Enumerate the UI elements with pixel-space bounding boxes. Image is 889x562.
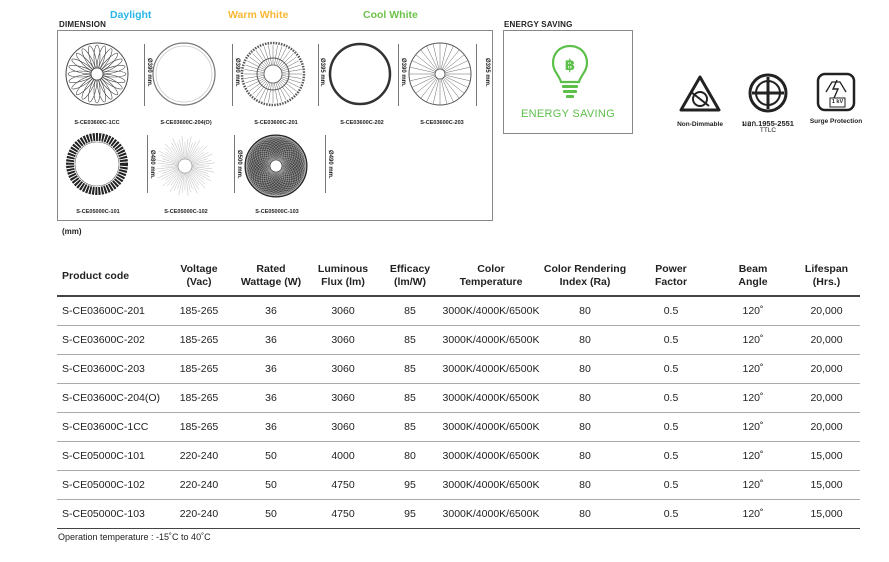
table-cell: 120˚ xyxy=(713,500,793,529)
column-header xyxy=(793,257,860,296)
table-cell: 120˚ xyxy=(713,471,793,500)
table-cell: S-CE05000C-101 xyxy=(57,442,163,471)
table-cell: 80 xyxy=(541,326,629,355)
table-cell: 120˚ xyxy=(713,326,793,355)
column-header xyxy=(163,257,235,296)
column-header-line: Temperature xyxy=(459,276,523,288)
table-row xyxy=(57,326,860,355)
table-cell: 80 xyxy=(541,384,629,413)
table-cell: 20,000 xyxy=(793,384,860,413)
column-header xyxy=(541,257,629,296)
surge-badge: 1 kV xyxy=(831,99,844,105)
model-label: S-CE03600C-203 xyxy=(420,120,464,126)
model-label: S-CE03600C-1CC xyxy=(74,120,120,126)
column-header xyxy=(307,257,379,296)
table-cell: 80 xyxy=(541,442,629,471)
table-cell: 0.5 xyxy=(629,442,713,471)
table-cell: 120˚ xyxy=(713,355,793,384)
table-cell: 80 xyxy=(541,413,629,442)
column-header-line: Rated xyxy=(256,263,286,275)
table-cell: 3060 xyxy=(307,326,379,355)
tisi-mark-icon xyxy=(747,72,789,116)
table-cell: 50 xyxy=(235,442,307,471)
table-row xyxy=(57,442,860,471)
table-cell: 15,000 xyxy=(793,442,860,471)
table-cell: 3000K/4000K/6500K xyxy=(441,442,541,471)
non-dimmable-icon xyxy=(678,74,722,114)
column-header-line: Angle xyxy=(738,276,768,288)
table-cell: 36 xyxy=(235,355,307,384)
table-cell: 85 xyxy=(379,384,441,413)
table-cell: 20,000 xyxy=(793,413,860,442)
thick-ring-icon xyxy=(70,137,124,191)
table-cell: 36 xyxy=(235,413,307,442)
table-row xyxy=(57,471,860,500)
column-header-line: Luminous xyxy=(317,263,369,275)
table-cell: 3060 xyxy=(307,296,379,326)
diameter-label: Ø395 mm. xyxy=(484,58,490,87)
table-cell: 120˚ xyxy=(713,296,793,326)
column-header-line: Color xyxy=(477,263,505,275)
table-cell: S-CE03600C-203 xyxy=(57,355,163,384)
table-cell: 0.5 xyxy=(629,384,713,413)
table-cell: 50 xyxy=(235,471,307,500)
column-header-line: (Hrs.) xyxy=(812,276,841,288)
ornate-pattern-icon xyxy=(242,43,304,105)
table-cell: 50 xyxy=(235,500,307,529)
table-cell: 220-240 xyxy=(163,471,235,500)
column-header-line: Product code xyxy=(62,269,130,282)
table-cell: 3000K/4000K/6500K xyxy=(441,500,541,529)
table-cell: 20,000 xyxy=(793,355,860,384)
table-cell: S-CE03600C-201 xyxy=(57,296,163,326)
table-cell: S-CE05000C-102 xyxy=(57,471,163,500)
table-cell: 185-265 xyxy=(163,355,235,384)
baht-lightbulb-icon xyxy=(550,44,590,102)
model-label: S-CE05000C-102 xyxy=(164,209,208,215)
specification-table xyxy=(57,257,860,529)
table-cell: 0.5 xyxy=(629,500,713,529)
table-cell: 95 xyxy=(379,500,441,529)
column-header-line: Flux (lm) xyxy=(321,276,365,288)
column-header-line: (Vac) xyxy=(186,276,212,288)
column-header-line: Color Rendering xyxy=(543,263,627,275)
column-header-line: Voltage xyxy=(180,263,218,275)
dimension-title: DIMENSION xyxy=(59,20,107,29)
bold-ring-icon xyxy=(330,44,390,104)
table-cell: 36 xyxy=(235,326,307,355)
table-row xyxy=(57,355,860,384)
diameter-label: Ø395 mm. xyxy=(319,58,325,87)
model-label: S-CE03600C-202 xyxy=(340,120,384,126)
diameter-label: Ø500 mm. xyxy=(236,150,242,179)
table-cell: 3000K/4000K/6500K xyxy=(441,413,541,442)
table-cell: S-CE03600C-204(O) xyxy=(57,384,163,413)
table-cell: 185-265 xyxy=(163,326,235,355)
table-cell: 220-240 xyxy=(163,500,235,529)
certification-sublabel: TTLC xyxy=(759,127,777,134)
certification-label: Surge Protection xyxy=(809,118,863,125)
table-cell: 20,000 xyxy=(793,326,860,355)
diameter-label: Ø480 mm. xyxy=(149,150,155,179)
table-row xyxy=(57,384,860,413)
diameter-label: Ø390 mm. xyxy=(146,58,152,87)
table-cell: 3060 xyxy=(307,413,379,442)
operation-temperature-note: Operation temperature : -15˚C to 40˚C xyxy=(58,532,211,542)
column-header-line: Factor xyxy=(654,276,688,288)
plain-ring-icon xyxy=(153,43,215,105)
energy-saving-title: ENERGY SAVING xyxy=(504,20,573,29)
energy-saving-panel xyxy=(503,30,633,134)
table-cell: 3060 xyxy=(307,384,379,413)
table-cell: 4750 xyxy=(307,500,379,529)
table-header-row xyxy=(57,257,860,296)
table-cell: 80 xyxy=(541,296,629,326)
table-cell: 85 xyxy=(379,326,441,355)
certification-label: Non-Dimmable xyxy=(677,121,723,128)
energy-saving-label: ENERGY SAVING xyxy=(521,108,615,120)
daylight-label: Daylight xyxy=(110,9,152,21)
spirograph-icon xyxy=(245,135,307,197)
svg-text:฿: ฿ xyxy=(564,56,576,74)
surge-protection-icon xyxy=(816,72,856,112)
model-label: S-CE03600C-204(O) xyxy=(160,120,212,126)
fine-lines-icon xyxy=(155,136,215,196)
table-cell: 80 xyxy=(541,355,629,384)
table-cell: 85 xyxy=(379,355,441,384)
table-cell: 85 xyxy=(379,296,441,326)
table-cell: 185-265 xyxy=(163,384,235,413)
table-cell: 3000K/4000K/6500K xyxy=(441,384,541,413)
column-header-line: Beam xyxy=(738,263,768,275)
table-row xyxy=(57,413,860,442)
column-header xyxy=(235,257,307,296)
model-label: S-CE05000C-101 xyxy=(76,209,120,215)
table-cell: 80 xyxy=(541,500,629,529)
column-header xyxy=(379,257,441,296)
table-cell: 85 xyxy=(379,413,441,442)
column-header-line: (lm/W) xyxy=(393,276,427,288)
table-cell: 80 xyxy=(541,471,629,500)
table-cell: 220-240 xyxy=(163,442,235,471)
table-cell: 0.5 xyxy=(629,355,713,384)
cool-white-label: Cool White xyxy=(363,9,418,21)
column-header xyxy=(713,257,793,296)
table-cell: 20,000 xyxy=(793,296,860,326)
diameter-label: Ø390 mm. xyxy=(400,58,406,87)
table-row xyxy=(57,500,860,529)
table-cell: 15,000 xyxy=(793,471,860,500)
warm-white-label: Warm White xyxy=(228,9,289,21)
column-header-line: Efficacy xyxy=(389,263,431,275)
table-row xyxy=(57,296,860,326)
column-header-line: Power xyxy=(655,263,687,275)
table-cell: 185-265 xyxy=(163,413,235,442)
spoke-pattern-icon xyxy=(409,43,471,105)
table-cell: 3060 xyxy=(307,355,379,384)
table-cell: 120˚ xyxy=(713,413,793,442)
table-cell: 120˚ xyxy=(713,384,793,413)
table-cell: S-CE03600C-202 xyxy=(57,326,163,355)
daisy-pattern-icon xyxy=(66,43,128,105)
certification-label: มอก.1955-2551 xyxy=(742,119,794,128)
column-header xyxy=(57,257,163,296)
table-cell: 3000K/4000K/6500K xyxy=(441,471,541,500)
table-cell: S-CE05000C-103 xyxy=(57,500,163,529)
table-cell: 15,000 xyxy=(793,500,860,529)
diameter-label: Ø490 mm. xyxy=(327,150,333,179)
model-label: S-CE03600C-201 xyxy=(254,120,298,126)
table-cell: 36 xyxy=(235,296,307,326)
column-header xyxy=(629,257,713,296)
table-cell: 36 xyxy=(235,384,307,413)
table-cell: 0.5 xyxy=(629,413,713,442)
table-cell: 95 xyxy=(379,471,441,500)
table-cell: 0.5 xyxy=(629,296,713,326)
column-header xyxy=(441,257,541,296)
unit-label: (mm) xyxy=(62,227,82,236)
table-cell: 3000K/4000K/6500K xyxy=(441,296,541,326)
table-cell: 0.5 xyxy=(629,471,713,500)
diameter-label: Ø390 mm. xyxy=(234,58,240,87)
table-cell: S-CE03600C-1CC xyxy=(57,413,163,442)
table-cell: 3000K/4000K/6500K xyxy=(441,326,541,355)
table-cell: 0.5 xyxy=(629,326,713,355)
table-cell: 185-265 xyxy=(163,296,235,326)
table-cell: 80 xyxy=(379,442,441,471)
table-cell: 4000 xyxy=(307,442,379,471)
table-cell: 3000K/4000K/6500K xyxy=(441,355,541,384)
column-header-line: Index (Ra) xyxy=(559,276,611,288)
model-label: S-CE05000C-103 xyxy=(255,209,299,215)
table-cell: 4750 xyxy=(307,471,379,500)
column-header-line: Lifespan xyxy=(804,263,849,275)
column-header-line: Wattage (W) xyxy=(240,276,302,288)
table-cell: 120˚ xyxy=(713,442,793,471)
